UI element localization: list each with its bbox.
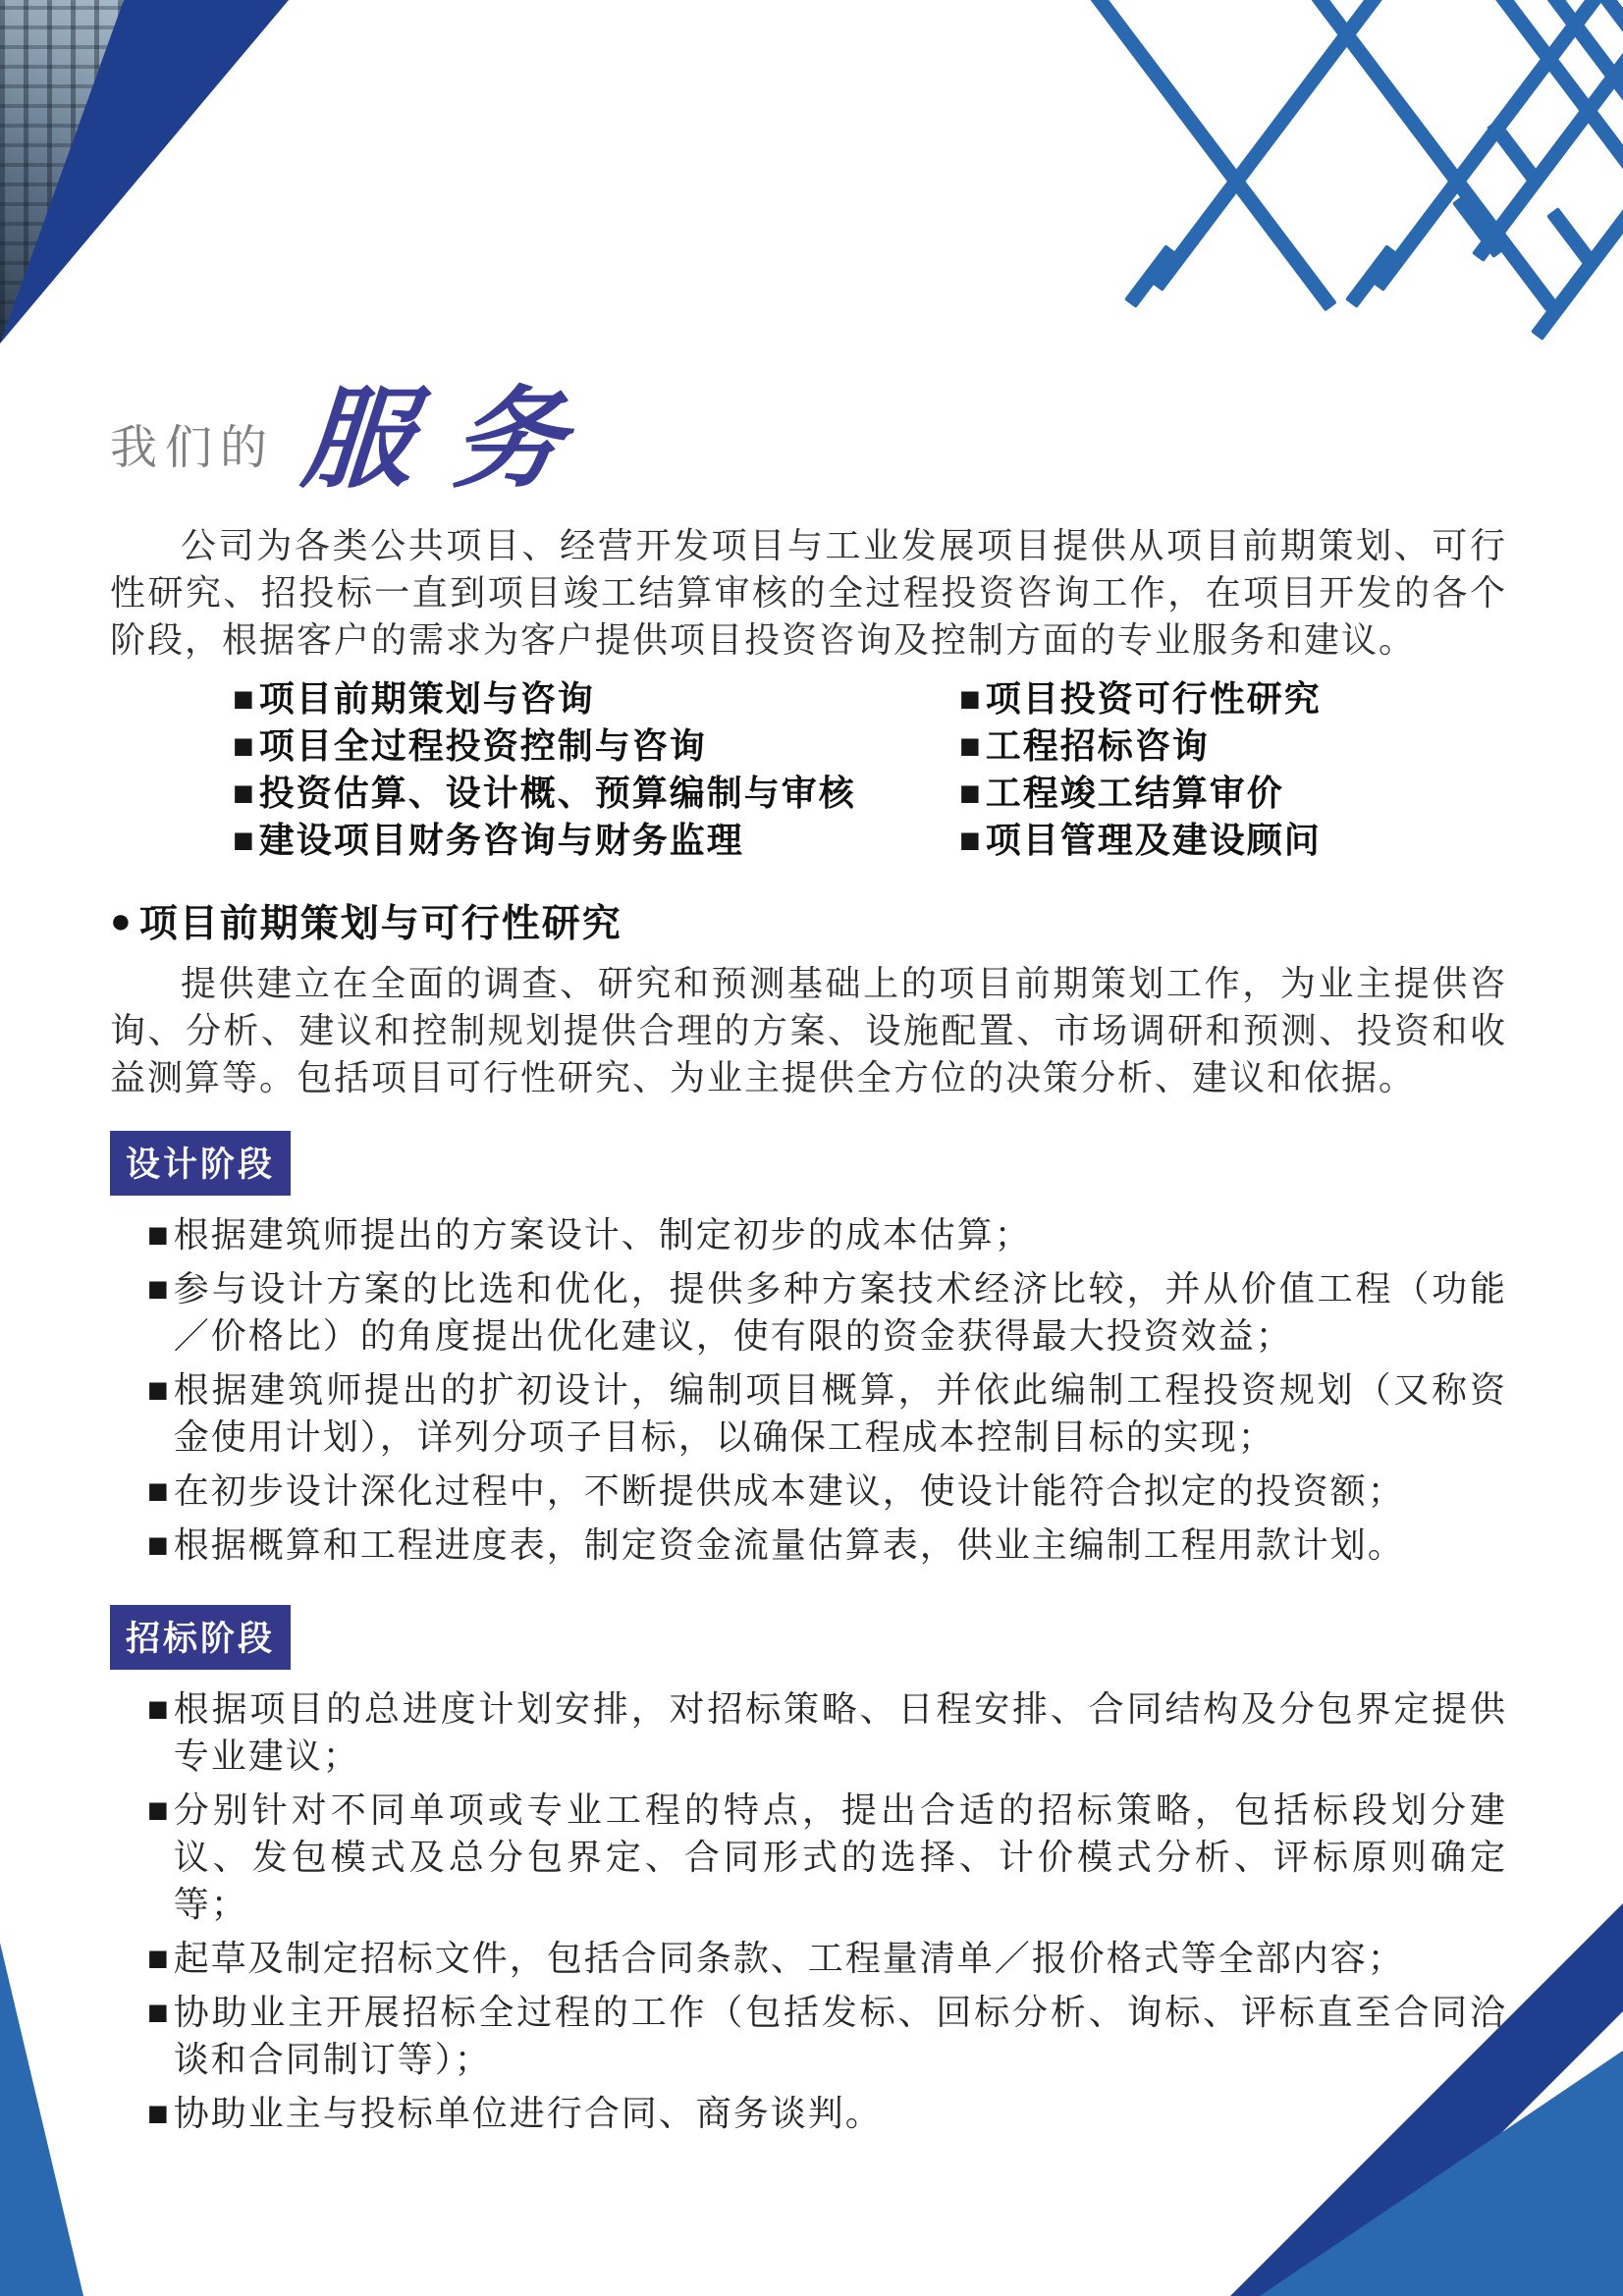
service-item — [233, 675, 959, 722]
list-item-text: 协助业主与投标单位进行合同、商务谈判。 — [173, 2093, 883, 2133]
square-bullet-icon: ■ — [147, 1524, 171, 1565]
section-paragraph: 提供建立在全面的调查、研究和预测基础上的项目前期策划工作，为业主提供咨询、分析、建议和控制规划提供合理的方案、设施配置、市场调研和预测、投资和收益测算等。包括项目可行性研究、为业主提供全方位的决策分析、建议和依据。 — [110, 963, 1507, 1097]
list-item-text: 在初步设计深化过程中，不断提供成本建议，使设计能符合拟定的投资额； — [173, 1470, 1405, 1511]
square-bullet-icon: ■ — [147, 1470, 171, 1511]
list-item-text: 根据建筑师提出的扩初设计，编制项目概算，并依此编制工程投资规划（又称资金使用计划），详列分项子目标，以确保工程成本控制目标的实现； — [173, 1369, 1507, 1457]
services-column-right — [959, 675, 1322, 864]
square-bullet-icon: ■ — [233, 773, 256, 813]
square-bullet-icon: ■ — [147, 1268, 171, 1308]
circle-bullet-icon: ● — [110, 900, 134, 940]
square-bullet-icon: ■ — [959, 820, 983, 860]
square-bullet-icon: ■ — [147, 1214, 171, 1255]
title-main: 服务 — [298, 375, 610, 504]
service-item — [959, 817, 1322, 864]
list-item — [147, 1787, 1507, 1928]
section-heading — [110, 893, 1507, 948]
square-bullet-icon: ■ — [959, 678, 983, 719]
diagonal-tick — [1487, 119, 1540, 183]
bidding-phase-label: 招标阶段 — [110, 1605, 291, 1670]
square-bullet-icon: ■ — [233, 725, 256, 766]
service-item — [233, 770, 959, 817]
design-phase-label: 设计阶段 — [110, 1131, 291, 1196]
service-label: 项目投资可行性研究 — [985, 678, 1322, 719]
diagonal-line — [1077, 0, 1337, 311]
list-item-text: 根据建筑师提出的方案设计、制定初步的成本估算； — [173, 1214, 1032, 1255]
list-item — [147, 2090, 1507, 2137]
service-item — [959, 675, 1322, 722]
intro-paragraph: 公司为各类公共项目、经营开发项目与工业发展项目提供从项目前期策划、可行性研究、招投标一直到项目竣工结算审核的全过程投资咨询工作，在项目开发的各个阶段，根据客户的需求为客户提供项目投资咨询及控制方面的专业服务和建议。 — [110, 525, 1507, 660]
square-bullet-icon: ■ — [233, 820, 256, 860]
list-item — [147, 1211, 1507, 1258]
list-item-text: 协助业主开展招标全过程的工作（包括发标、回标分析、询标、评标直至合同洽谈和合同制订等）； — [173, 1992, 1507, 2079]
square-bullet-icon: ■ — [147, 1688, 171, 1729]
square-bullet-icon: ■ — [959, 725, 983, 766]
list-item — [147, 1989, 1507, 2083]
diagonal-tick — [1546, 207, 1599, 271]
service-label: 项目前期策划与咨询 — [258, 678, 595, 719]
list-item — [147, 1468, 1507, 1515]
bidding-phase-list — [110, 1685, 1507, 2137]
section-heading-text: 项目前期策划与可行性研究 — [138, 903, 622, 945]
list-item — [147, 1685, 1507, 1780]
services-list — [110, 675, 1507, 864]
service-label: 工程招标咨询 — [985, 725, 1210, 766]
service-item — [959, 722, 1322, 770]
list-item — [147, 1366, 1507, 1461]
design-phase-list — [110, 1211, 1507, 1569]
list-item-text: 根据概算和工程进度表，制定资金流量估算表，供业主编制工程用款计划。 — [173, 1524, 1405, 1565]
service-item — [959, 770, 1322, 817]
list-item — [147, 1265, 1507, 1360]
square-bullet-icon: ■ — [147, 2093, 171, 2133]
corner-decoration-top-left — [0, 0, 295, 344]
square-bullet-icon: ■ — [959, 773, 983, 813]
square-bullet-icon: ■ — [233, 678, 256, 719]
square-bullet-icon: ■ — [147, 1992, 171, 2032]
service-label: 建设项目财务咨询与财务监理 — [258, 820, 744, 860]
service-label: 项目管理及建设顾问 — [985, 820, 1322, 860]
square-bullet-icon: ■ — [147, 1369, 171, 1410]
page-content — [0, 375, 1623, 2137]
square-bullet-icon: ■ — [147, 1938, 171, 1978]
list-item-text: 参与设计方案的比选和优化，提供多种方案技术经济比较，并从价值工程（功能／价格比）的角度提出优化建议，使有限的资金获得最大投资效益； — [173, 1268, 1507, 1356]
service-label: 工程竣工结算审价 — [985, 773, 1284, 813]
list-item — [147, 1522, 1507, 1569]
service-label: 项目全过程投资控制与咨询 — [258, 725, 707, 766]
list-item-text: 分别针对不同单项或专业工程的特点，提出合适的招标策略，包括标段划分建议、发包模式及总分包界定、合同形式的选择、计价模式分析、评标原则确定等； — [173, 1789, 1507, 1924]
services-column-left — [110, 675, 959, 864]
diagonal-lines-decoration — [1054, 0, 1623, 353]
page-title — [110, 375, 1507, 504]
list-item-text: 根据项目的总进度计划安排，对招标策略、日程安排、合同结构及分包界定提供专业建议； — [173, 1688, 1507, 1776]
service-item — [233, 817, 959, 864]
list-item-text: 起草及制定招标文件，包括合同条款、工程量清单／报价格式等全部内容； — [173, 1938, 1405, 1978]
title-prefix: 我们的 — [110, 422, 276, 474]
square-bullet-icon: ■ — [147, 1789, 171, 1830]
list-item — [147, 1935, 1507, 1982]
service-item — [233, 722, 959, 770]
service-label: 投资估算、设计概、预算编制与审核 — [258, 773, 856, 813]
